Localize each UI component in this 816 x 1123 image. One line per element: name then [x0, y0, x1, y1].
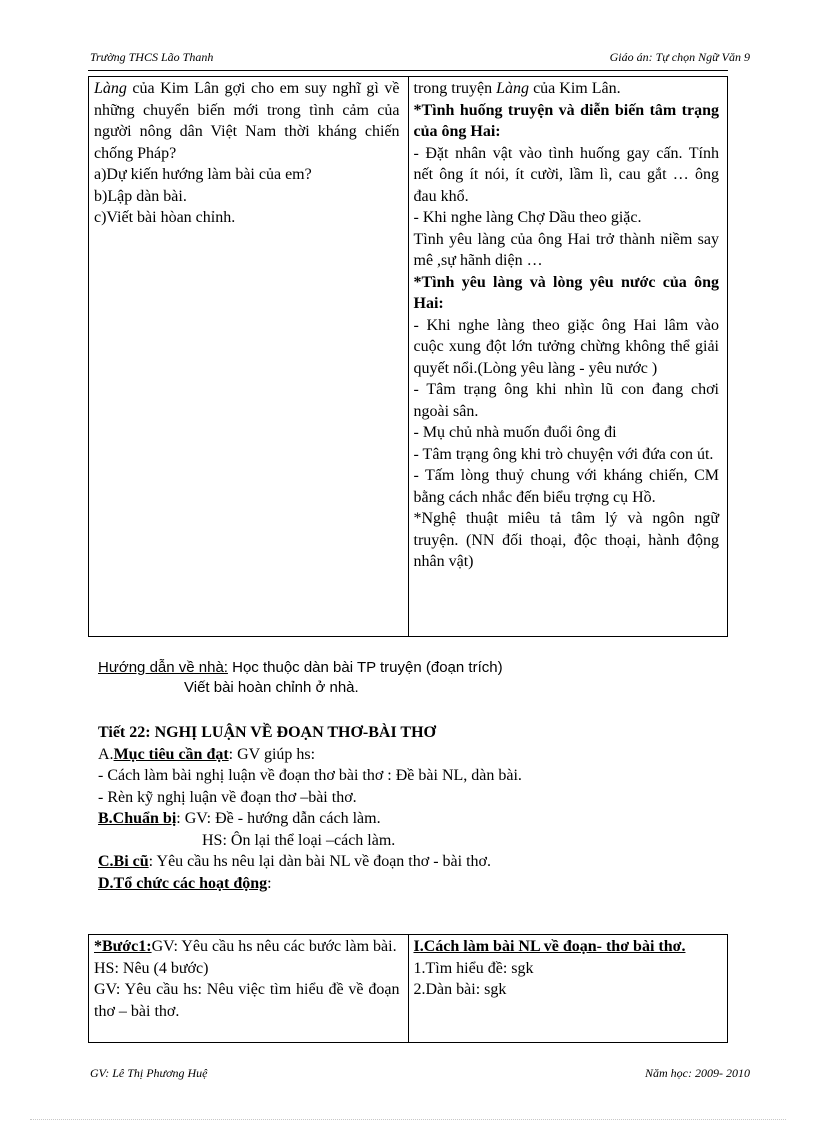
table2-left-cell: [89, 935, 409, 1043]
lesson-section: [98, 722, 738, 894]
cell-text: - Tâm trạng ông khi trò chuyện với đứa con út.: [413, 445, 714, 463]
header-school: Trường THCS Lão Thanh: [90, 50, 214, 64]
page-edge: [30, 1119, 786, 1120]
cell-paragraph: [94, 164, 400, 186]
cell-text: GV: Yêu cầu hs: Nêu việc tìm hiểu đề về đoạn thơ – bài thơ.: [94, 981, 400, 1020]
header-divider: [88, 70, 728, 71]
homework-line2: Viết bài hoàn chỉnh ở nhà.: [184, 679, 359, 696]
cell-text: - Tâm trạng ông khi nhìn lũ con đang chơi ngoài sân.: [413, 381, 719, 420]
review-text: : Yêu cầu hs nêu lại dàn bài NL về đoạn thơ - bài thơ.: [148, 853, 491, 870]
cell-text: I.Cách làm bài NL về đoạn- thơ bài thơ.: [413, 938, 686, 955]
cell-paragraph: [414, 979, 720, 1001]
cell-paragraph: [414, 936, 720, 958]
objective-item-2: - Rèn kỹ nghị luận về đoạn thơ –bài thơ.: [98, 788, 357, 806]
cell-text: của Kim Lân gợi cho em suy nghĩ gì về những chuyển biến mới trong tình cảm của người nông dân Việt Nam thời kháng chiến chống Pháp?: [94, 80, 400, 162]
cell-text: - Đặt nhân vật vào tình huống gay cấn. Tính nết ông ít nói, ít cười, lầm lì, cau gắt … ông đau khổ.: [413, 144, 719, 205]
homework-guide: [98, 657, 503, 679]
homework-text: Học thuộc dàn bài TP truyện (đoạn trích): [227, 659, 503, 676]
review-label: C.Bi cũ: [98, 853, 149, 870]
footer-teacher: GV: Lê Thị Phương Huệ: [90, 1066, 208, 1080]
preparation-label: B.Chuẩn bị: [98, 810, 177, 827]
cell-paragraph: [414, 143, 720, 208]
cell-text: *Nghệ thuật miêu tả tâm lý và ngôn ngữ truyện. (NN đối thoại, độc thoại, hành động nhân vật): [413, 510, 719, 570]
cell-text: *Tình huống truyện và diễn biến tâm trạng của ông Hai:: [413, 101, 719, 140]
activities-text: :: [267, 874, 272, 892]
cell-paragraph: [414, 508, 720, 573]
cell-text: trong truyện: [413, 80, 497, 97]
cell-paragraph: [94, 186, 400, 208]
cell-paragraph: [414, 272, 720, 315]
cell-text: của Kim Lân.: [529, 80, 621, 97]
cell-paragraph: [414, 444, 720, 466]
cell-paragraph: [414, 958, 720, 980]
cell-paragraph: [414, 207, 720, 229]
cell-text: 2.Dàn bài: sgk: [413, 981, 507, 998]
table2-right-cell: [408, 935, 728, 1043]
cell-paragraph: [94, 979, 400, 1022]
content-table-2: [88, 934, 728, 1043]
cell-text: Tình yêu làng của ông Hai trở thành niềm say mê ,sự hãnh diện …: [413, 230, 719, 269]
homework-label: Hướng dẫn về nhà:: [98, 659, 228, 676]
cell-text: Làng: [94, 80, 127, 97]
objective-prefix: A.: [98, 745, 114, 763]
cell-paragraph: [414, 100, 720, 143]
cell-text: *Bước1:: [94, 938, 152, 955]
table1-left-cell: [89, 77, 409, 637]
cell-text: c)Viết bài hòan chỉnh.: [94, 209, 236, 226]
cell-paragraph: [414, 315, 720, 380]
review-line: [98, 851, 738, 873]
cell-text: HS: Nêu (4 bước): [94, 959, 209, 977]
preparation-text: : GV: Đề - hướng dẫn cách làm.: [176, 810, 381, 827]
cell-text: a)Dự kiến hướng làm bài của em?: [94, 166, 312, 183]
cell-text: - Mụ chủ nhà muốn đuổi ông đi: [413, 424, 617, 441]
cell-paragraph: [414, 465, 720, 508]
lesson-title: Tiết 22: NGHỊ LUẬN VỀ ĐOẠN THƠ-BÀI THƠ: [98, 724, 436, 741]
cell-paragraph: [94, 78, 400, 164]
cell-paragraph: [94, 207, 400, 229]
footer-year: Năm học: 2009- 2010: [645, 1066, 750, 1080]
content-table-1: [88, 76, 728, 637]
cell-text: - Tấm lòng thuỷ chung với kháng chiến, CM bằng cách nhắc đến biểu trợng cụ Hồ.: [413, 467, 719, 506]
cell-text: GV: Yêu cầu hs nêu các bước làm bài.: [151, 938, 397, 955]
objective-text: : GV giúp hs:: [228, 745, 316, 763]
cell-paragraph: [414, 379, 720, 422]
cell-paragraph: [414, 422, 720, 444]
cell-text: - Khi nghe làng Chợ Dầu theo giặc.: [413, 209, 642, 226]
cell-text: 1.Tìm hiểu đề: sgk: [413, 959, 534, 977]
activities-label: D.Tổ chức các hoạt động: [98, 874, 268, 892]
preparation-line: [98, 808, 738, 830]
table1-right-cell: [408, 77, 728, 637]
objective-item-1: - Cách làm bài nghị luận về đoạn thơ bài thơ : Đề bài NL, dàn bài.: [98, 767, 522, 784]
cell-text: b)Lập dàn bài.: [94, 187, 187, 205]
activities-line: [98, 873, 738, 895]
cell-paragraph: [94, 958, 400, 980]
cell-paragraph: [414, 229, 720, 272]
cell-text: *Tình yêu làng và lòng yêu nước của ông Hai:: [413, 273, 719, 312]
header-subject: Giáo án: Tự chọn Ngữ Văn 9: [609, 50, 750, 64]
cell-paragraph: [414, 78, 720, 100]
preparation-line-2: HS: Ôn lại thể loại –cách làm.: [202, 831, 396, 849]
objective-label: Mục tiêu cần đạt: [113, 745, 229, 763]
cell-text: Làng: [496, 80, 530, 97]
objective-line: [98, 744, 738, 766]
cell-paragraph: [94, 936, 400, 958]
cell-text: - Khi nghe làng theo giặc ông Hai lâm vào cuộc xung đột lớn tưởng chừng không thể giải quyết nổi.(Lòng yêu làng - yêu nước ): [413, 316, 719, 377]
